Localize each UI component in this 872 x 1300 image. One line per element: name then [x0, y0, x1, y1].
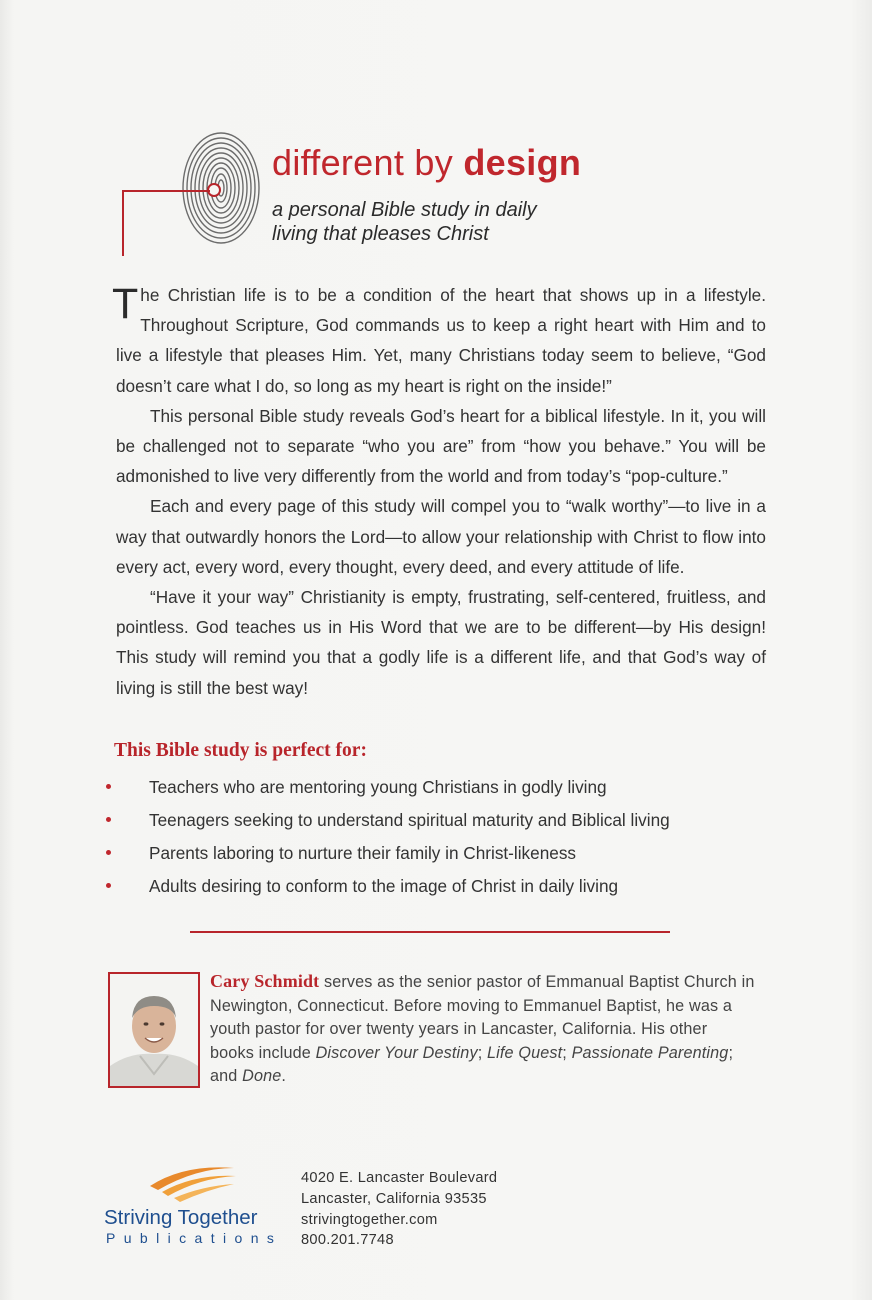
separator: ; and — [210, 1043, 734, 1086]
bullet-icon — [106, 817, 111, 822]
drop-cap: T — [112, 280, 139, 328]
list-item — [104, 838, 724, 871]
book-title-3: Passionate Parenting — [571, 1043, 729, 1062]
list-item-text: Teenagers seeking to understand spiritual maturity and Biblical living — [149, 810, 670, 830]
bracket-horizontal-line — [122, 190, 210, 192]
list-item-text: Teachers who are mentoring young Christians in godly living — [149, 777, 607, 797]
paragraph-1 — [112, 280, 766, 401]
paragraph-3: Each and every page of this study will compel you to “walk worthy”—to live in a way that outwardly honors the Lord—to allow your relationship with Christ to flow into every act, every word, every thought, every deed, and every attitude of life. — [116, 496, 766, 577]
bullet-icon — [106, 850, 111, 855]
title-bold: design — [463, 142, 582, 183]
period: . — [281, 1067, 287, 1086]
bullet-icon — [106, 883, 111, 888]
publisher-swoosh-logo — [144, 1160, 240, 1206]
author-bio — [210, 970, 755, 1089]
book-title-1: Discover Your Destiny — [315, 1043, 478, 1062]
bullet-icon — [106, 784, 111, 789]
perfect-for-list — [104, 772, 724, 904]
book-subtitle — [272, 198, 652, 246]
list-item — [104, 772, 724, 805]
subtitle-line-1: a personal Bible study in daily — [272, 199, 537, 221]
list-item — [104, 805, 724, 838]
publisher-name: Striving Together — [104, 1206, 258, 1229]
subtitle-line-2: living that pleases Christ — [272, 223, 489, 245]
title-light: different by — [272, 142, 464, 183]
address-line-1: 4020 E. Lancaster Boulevard — [301, 1170, 498, 1186]
book-title-4: Done — [242, 1067, 282, 1086]
fingerprint-icon — [180, 130, 262, 248]
bracket-vertical-line — [122, 190, 124, 256]
publisher-contact — [301, 1168, 497, 1251]
paragraph-2: This personal Bible study reveals God’s heart for a biblical lifestyle. In it, you will be challenged not to separate “who you are” from “how you behave.” You will be admonished to live very differently from the world and from today’s “pop-culture.” — [116, 405, 766, 487]
publisher-logo — [104, 1160, 294, 1252]
separator: ; — [477, 1043, 487, 1062]
author-portrait-image — [110, 974, 198, 1086]
book-title — [272, 142, 581, 184]
book-title-2: Life Quest — [486, 1043, 563, 1062]
separator: ; — [562, 1043, 572, 1062]
author-name: Cary Schmidt — [210, 971, 320, 991]
website-link[interactable]: strivingtogether.com — [301, 1211, 438, 1228]
list-item — [104, 871, 724, 904]
list-item-text: Parents laboring to nurture their family in Christ-likeness — [149, 843, 577, 863]
author-bio-text: serves as the senior pastor of Emmanual Baptist Church in Newington, Connecticut. Before moving to Emmanuel Baptist, he was a youth pastor for over twenty years in Lancaster, California. His other books include — [210, 973, 755, 1062]
address-line-2: Lancaster, California 93535 — [301, 1190, 487, 1207]
paragraph-1-text: he Christian life is to be a condition of the heart that shows up in a lifestyle. Throughout Scripture, God commands us to keep a right heart with Him and to live a lifestyle that pleases Him. Yet, many Christians today seem to believe, “God doesn’t care what I do, so long as my heart is right on the inside!” — [116, 285, 766, 396]
author-photo — [108, 972, 200, 1088]
phone-number: 800.201.7748 — [301, 1232, 394, 1249]
publisher-subtitle: Publications — [106, 1230, 283, 1246]
perfect-for-heading: This Bible study is perfect for: — [114, 740, 367, 761]
description — [112, 280, 766, 703]
section-divider — [190, 931, 670, 933]
paragraph-4: “Have it your way” Christianity is empty, frustrating, self-centered, fruitless, and pointless. God teaches us in His Word that we are to be different—by His design! This study will remind you that a godly life is a different life, and that God’s way of living is still the best way! — [116, 587, 766, 698]
list-item-text: Adults desiring to conform to the image of Christ in daily living — [149, 876, 619, 896]
